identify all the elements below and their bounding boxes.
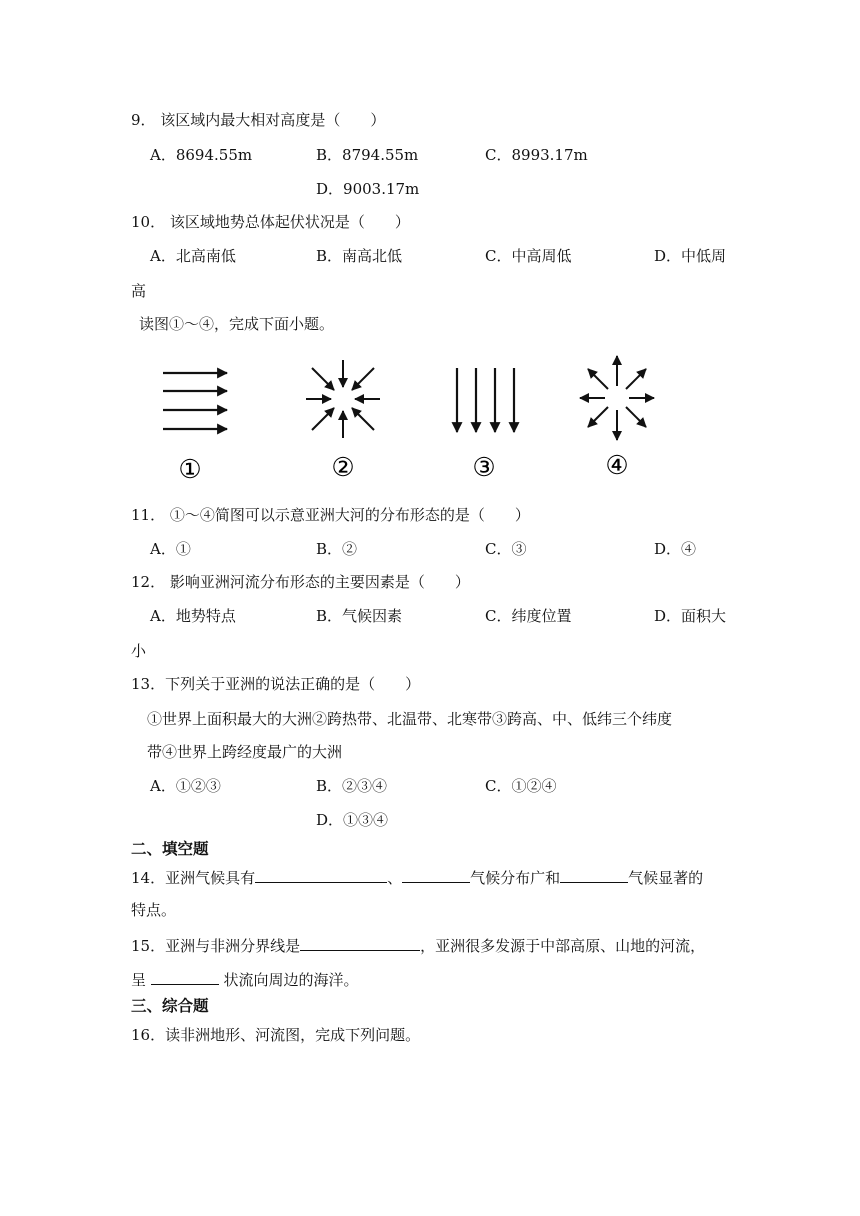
section-fill-in-heading: 二、填空题 bbox=[131, 840, 209, 858]
q9-stem: 9． 该区域内最大相对高度是（ ） bbox=[131, 111, 386, 129]
q14-blank-2[interactable] bbox=[402, 866, 470, 883]
q10-option-d-wrap: 高 bbox=[131, 282, 147, 300]
q10-option-d[interactable]: D．中低周 bbox=[654, 247, 727, 265]
figure4-diverging-arrows bbox=[580, 356, 654, 440]
q10-option-b[interactable]: B．南高北低 bbox=[316, 247, 403, 265]
figure1-label: ① bbox=[178, 455, 202, 485]
q9-option-b[interactable]: B．8794.55m bbox=[316, 146, 419, 164]
q12-option-a[interactable]: A．地势特点 bbox=[150, 607, 236, 625]
q15-blank-2[interactable] bbox=[151, 968, 219, 985]
q13-option-c[interactable]: C．①②④ bbox=[485, 777, 557, 795]
q13-statements-line2: 带④世界上跨经度最广的大洲 bbox=[147, 743, 343, 761]
q10-stem: 10． 该区域地势总体起伏状况是（ ） bbox=[131, 213, 410, 231]
q13-option-b[interactable]: B．②③④ bbox=[316, 777, 388, 795]
q11-option-b[interactable]: B．② bbox=[316, 540, 358, 558]
q15-text-1: 15．亚洲与非洲分界线是 bbox=[131, 937, 301, 955]
q9-option-c[interactable]: C．8993.17m bbox=[485, 146, 588, 164]
q14-blank-3[interactable] bbox=[560, 866, 628, 883]
q15-line2 bbox=[131, 968, 359, 990]
q12-option-b[interactable]: B．气候因素 bbox=[316, 607, 403, 625]
q11-option-d[interactable]: D．④ bbox=[654, 540, 697, 558]
q14-blank-1[interactable] bbox=[255, 866, 387, 883]
figure4-label: ④ bbox=[605, 451, 629, 481]
q13-stem: 13．下列关于亚洲的说法正确的是（ ） bbox=[131, 675, 421, 693]
section-comprehensive-heading: 三、综合题 bbox=[131, 997, 209, 1015]
q11-option-c[interactable]: C．③ bbox=[485, 540, 527, 558]
q14-line1 bbox=[131, 866, 703, 888]
q13-option-a[interactable]: A．①②③ bbox=[150, 777, 221, 795]
q14-text-4: 气候显著的 bbox=[628, 869, 704, 887]
q11-stem: 11． ①～④简图可以示意亚洲大河的分布形态的是（ ） bbox=[131, 506, 530, 524]
figure1-parallel-arrows bbox=[163, 373, 227, 429]
figure3-parallel-arrows bbox=[457, 368, 514, 432]
q15-blank-1[interactable] bbox=[300, 934, 420, 951]
q16-stem: 16．读非洲地形、河流图，完成下列问题。 bbox=[131, 1026, 421, 1044]
q9-option-d[interactable]: D．9003.17m bbox=[316, 180, 420, 198]
q14-text-2: 、 bbox=[387, 869, 403, 887]
figure3-label: ③ bbox=[472, 453, 496, 483]
q13-option-d[interactable]: D．①③④ bbox=[316, 811, 389, 829]
figure2-converging-arrows bbox=[306, 360, 380, 438]
figure2-label: ② bbox=[331, 453, 355, 483]
q15-text-4: 状流向周边的海洋。 bbox=[218, 971, 359, 989]
figure-intro: 读图①～④，完成下面小题。 bbox=[139, 315, 335, 333]
q10-option-a[interactable]: A．北高南低 bbox=[150, 247, 236, 265]
q14-line2: 特点。 bbox=[131, 901, 177, 919]
q11-option-a[interactable]: A．① bbox=[150, 540, 191, 558]
q10-option-c[interactable]: C．中高周低 bbox=[485, 247, 572, 265]
q14-text-1: 14．亚洲气候具有 bbox=[131, 869, 256, 887]
q9-option-a[interactable]: A．8694.55m bbox=[150, 146, 253, 164]
q15-text-3: 呈 bbox=[131, 971, 151, 989]
q12-option-c[interactable]: C．纬度位置 bbox=[485, 607, 572, 625]
q13-statements-line1: ①世界上面积最大的大洲②跨热带、北温带、北寒带③跨高、中、低纬三个纬度 bbox=[147, 710, 673, 728]
river-pattern-figure bbox=[0, 348, 860, 488]
q12-option-d[interactable]: D．面积大 bbox=[654, 607, 727, 625]
q15-line1 bbox=[131, 934, 705, 956]
q15-text-2: ，亚洲很多发源于中部高原、山地的河流， bbox=[420, 937, 706, 955]
q14-text-3: 气候分布广和 bbox=[470, 869, 561, 887]
q12-option-d-wrap: 小 bbox=[131, 642, 147, 660]
q12-stem: 12． 影响亚洲河流分布形态的主要因素是（ ） bbox=[131, 573, 470, 591]
